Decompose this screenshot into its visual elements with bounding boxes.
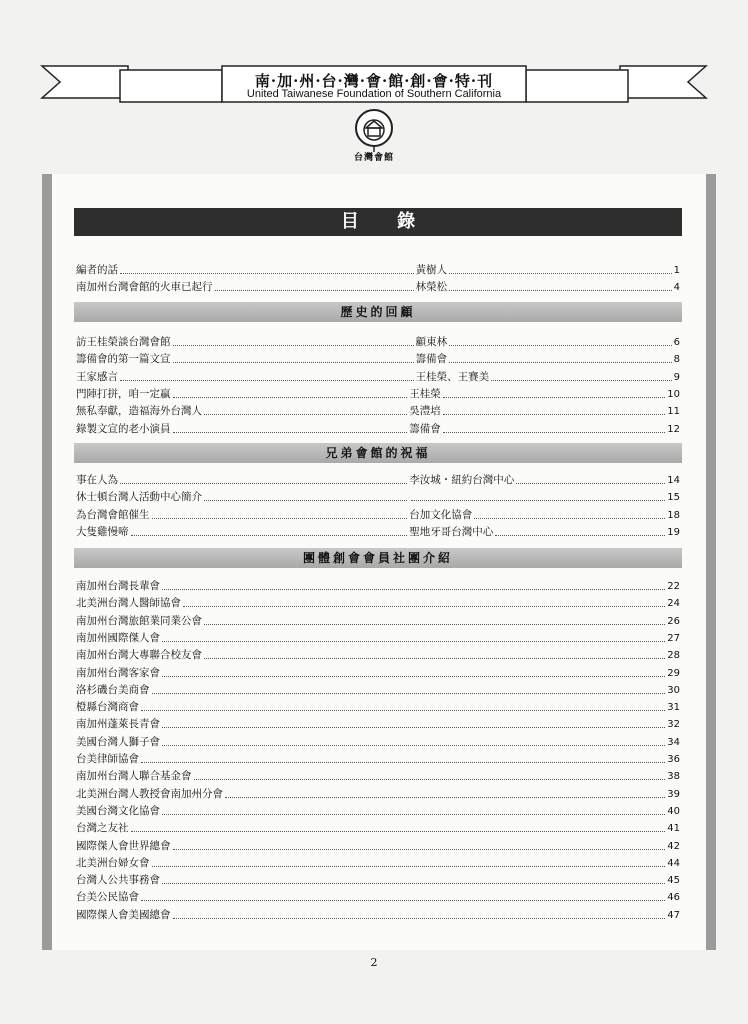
dot-leader [173, 918, 666, 919]
toc-entry-page: 39 [667, 788, 680, 800]
toc-entry-page: 29 [667, 667, 680, 679]
dot-leader [173, 345, 414, 346]
toc-entry [76, 262, 680, 279]
toc-entry-author: 籌備會 [415, 353, 448, 366]
toc-entry [76, 855, 680, 872]
toc-entry-title: 訪王桂榮談台灣會館 [76, 336, 171, 348]
toc-entry-title: 南加州台灣人聯合基金會 [76, 770, 192, 783]
dot-leader [162, 589, 665, 590]
toc-entry [76, 630, 680, 647]
dot-leader [152, 518, 408, 519]
dot-leader [131, 831, 666, 832]
toc-entry [76, 421, 680, 438]
toc-entry-page: 41 [667, 823, 680, 835]
toc-entry-title: 門陣打拼，咱一定贏 [76, 387, 171, 400]
dot-leader [141, 762, 665, 763]
dot-leader [131, 535, 408, 536]
toc-entry-page: 19 [667, 526, 680, 538]
toc-entry [76, 334, 680, 351]
toc-entry-title: 洛杉磯台美商會 [76, 683, 150, 696]
dot-leader [449, 290, 672, 291]
toc-entry-page: 24 [667, 598, 680, 610]
toc-entry-author: 聖地牙哥台灣中心 [409, 525, 494, 538]
toc-entry-author: 林榮松 [415, 281, 448, 294]
toc-entry-author: 王桂榮 [409, 387, 441, 400]
toc-entry-title: 無私奉獻，造福海外台灣人 [76, 405, 202, 418]
dot-leader [173, 849, 666, 850]
dot-leader [162, 745, 665, 746]
toc-entry-title: 南加州台灣旅館業同業公會 [76, 614, 202, 627]
header-banner [0, 0, 748, 170]
dot-leader [120, 273, 414, 274]
toc-entry [76, 386, 680, 403]
toc-entry-page: 46 [667, 892, 680, 904]
toc-entry [76, 578, 680, 595]
toc-entry-title: 北美洲台婦女會 [76, 856, 150, 869]
toc-entry-page: 8 [673, 354, 680, 366]
toc-entry [76, 351, 680, 368]
toc-entry-title: 台灣人公共事務會 [76, 874, 160, 887]
taiwan-center-logo-icon [356, 110, 392, 152]
toc-entry-title: 編者的話 [76, 264, 118, 276]
toc-entry-author: 吳澧培 [409, 405, 441, 418]
toc-entry-title: 美國台灣人獅子會 [76, 735, 160, 748]
dot-leader [162, 814, 665, 815]
section-heading: 兄弟會館的祝福 [74, 443, 682, 463]
dot-leader [449, 362, 672, 363]
dot-leader [449, 273, 672, 274]
toc-entry [76, 524, 680, 541]
toc-entry [76, 716, 680, 733]
toc-entry-title: 南加州台灣長輩會 [76, 580, 160, 592]
toc-entry-page: 26 [667, 615, 680, 627]
toc-title: 目 錄 [74, 208, 682, 236]
toc-entry [76, 369, 680, 386]
dot-leader [152, 866, 666, 867]
toc-entry-page: 4 [673, 282, 680, 294]
dot-leader [173, 362, 414, 363]
toc-entry-page: 28 [667, 650, 680, 662]
toc-entry-author: 李汝城・紐約台灣中心 [409, 474, 515, 486]
toc-entry [76, 907, 680, 924]
toc-entry-author: 台加文化協會 [409, 508, 473, 521]
toc-entry-title: 南加州台灣大專聯合校友會 [76, 649, 202, 662]
dot-leader [173, 432, 408, 433]
toc-entry-page: 47 [667, 909, 680, 921]
toc-entry [76, 682, 680, 699]
toc-entry [76, 751, 680, 768]
toc-entry-title: 為台灣會館催生 [76, 508, 150, 521]
toc-entry-page: 6 [673, 337, 680, 348]
dot-leader [204, 500, 407, 501]
toc-entry-page: 32 [667, 719, 680, 731]
dot-leader [152, 693, 666, 694]
right-margin-bar [706, 174, 716, 950]
toc-entry-page: 34 [667, 736, 680, 748]
dot-leader [443, 397, 666, 398]
dot-leader [411, 500, 665, 501]
toc-entry [76, 279, 680, 296]
dot-leader [162, 727, 665, 728]
toc-entry [76, 734, 680, 751]
toc-entry-page: 18 [667, 509, 680, 521]
toc-entry [76, 786, 680, 803]
toc-entry-page: 30 [667, 684, 680, 696]
toc-entry-page: 38 [667, 771, 680, 783]
toc-entry-page: 22 [667, 581, 680, 592]
dot-leader [173, 397, 408, 398]
dot-leader [474, 518, 665, 519]
toc-entry-title: 南加州國際傑人會 [76, 631, 160, 644]
toc-entry-title: 北美洲台灣人醫師協會 [76, 597, 181, 610]
dot-leader [162, 676, 665, 677]
dot-leader [449, 345, 672, 346]
toc-entry-title: 休士頓台灣人活動中心簡介 [76, 491, 202, 504]
toc-entry-page: 10 [667, 388, 680, 400]
dot-leader [204, 658, 665, 659]
toc-entry-page: 12 [667, 423, 680, 435]
dot-leader [204, 624, 665, 625]
toc-entry-title: 南加州蓬萊長青會 [76, 718, 160, 731]
dot-leader [162, 641, 665, 642]
toc-entry [76, 872, 680, 889]
toc-entry [76, 403, 680, 420]
dot-leader [225, 797, 665, 798]
toc-entry-page: 44 [667, 857, 680, 869]
dot-leader [204, 414, 407, 415]
toc-entry-title: 籌備會的第一篇文宣 [76, 353, 171, 366]
left-margin-bar [42, 174, 52, 950]
toc-entry-title: 錄製文宣的老小演員 [76, 422, 171, 435]
toc-entry [76, 820, 680, 837]
toc-entry-author: 顧東林 [415, 336, 448, 348]
toc-entry [76, 803, 680, 820]
toc-entry-title: 南加州台灣會館的火車已起行 [76, 281, 213, 294]
toc-entry [76, 838, 680, 855]
toc-entry [76, 699, 680, 716]
toc-entry [76, 489, 680, 506]
toc-entry-page: 14 [667, 475, 680, 486]
toc-entry-title: 美國台灣文化協會 [76, 804, 160, 817]
toc-entry-page: 15 [667, 492, 680, 504]
section-heading: 歷史的回顧 [74, 302, 682, 322]
toc-entry [76, 665, 680, 682]
toc-entry-page: 40 [667, 805, 680, 817]
toc-entry-title: 王家感言 [76, 370, 118, 383]
toc-entry-title: 台美律師協會 [76, 753, 139, 765]
toc-entry-title: 橙縣台灣商會 [76, 701, 139, 714]
dot-leader [141, 900, 665, 901]
dot-leader [120, 483, 407, 484]
toc-entry-author: 黃樹人 [415, 264, 448, 276]
banner-title-chinese: 南·加·州·台·灣·會·館·創·會·特·刊 [254, 72, 494, 90]
toc-entry [76, 595, 680, 612]
section-heading: 團體創會會員社團介紹 [74, 548, 682, 568]
toc-entry-author: 籌備會 [409, 422, 441, 435]
toc-entry-title: 事在人為 [76, 474, 118, 486]
dot-leader [162, 883, 665, 884]
banner-title-english: United Taiwanese Foundation of Southern California [246, 88, 502, 100]
dot-leader [194, 779, 666, 780]
toc-entry-title: 南加州台灣客家會 [76, 666, 160, 679]
dot-leader [516, 483, 665, 484]
toc-entry-page: 42 [667, 840, 680, 852]
dot-leader [443, 414, 666, 415]
page-number: 2 [370, 956, 378, 969]
toc-entry-page: 45 [667, 875, 680, 887]
dot-leader [120, 380, 414, 381]
toc-entry-title: 國際傑人會美國總會 [76, 908, 171, 921]
toc-entry-title: 大隻雞慢啼 [76, 525, 129, 538]
dot-leader [491, 380, 672, 381]
toc-entry-author: 王桂榮、王賽美 [415, 370, 490, 383]
dot-leader [215, 290, 414, 291]
toc-entry-page: 27 [667, 632, 680, 644]
toc-entry-title: 台美公民協會 [76, 891, 139, 904]
toc-entry-page: 9 [673, 371, 680, 383]
toc-entry-title: 北美洲台灣人教授會南加州分會 [76, 787, 223, 800]
toc-entry-title: 台灣之友社 [76, 822, 129, 835]
toc-entry-page: 1 [673, 265, 680, 276]
toc-entry [76, 889, 680, 906]
toc-entry [76, 768, 680, 785]
toc-entry-title: 國際傑人會世界總會 [76, 839, 171, 852]
toc-entry-page: 31 [667, 702, 680, 714]
toc-entry-page: 36 [667, 754, 680, 765]
toc-entry [76, 472, 680, 489]
dot-leader [141, 710, 665, 711]
dot-leader [495, 535, 665, 536]
toc-entry [76, 647, 680, 664]
toc-entry-page: 11 [667, 406, 680, 418]
toc-entry [76, 613, 680, 630]
logo-caption: 台灣會館 [353, 153, 394, 163]
dot-leader [443, 432, 666, 433]
toc-entry [76, 507, 680, 524]
dot-leader [183, 606, 665, 607]
